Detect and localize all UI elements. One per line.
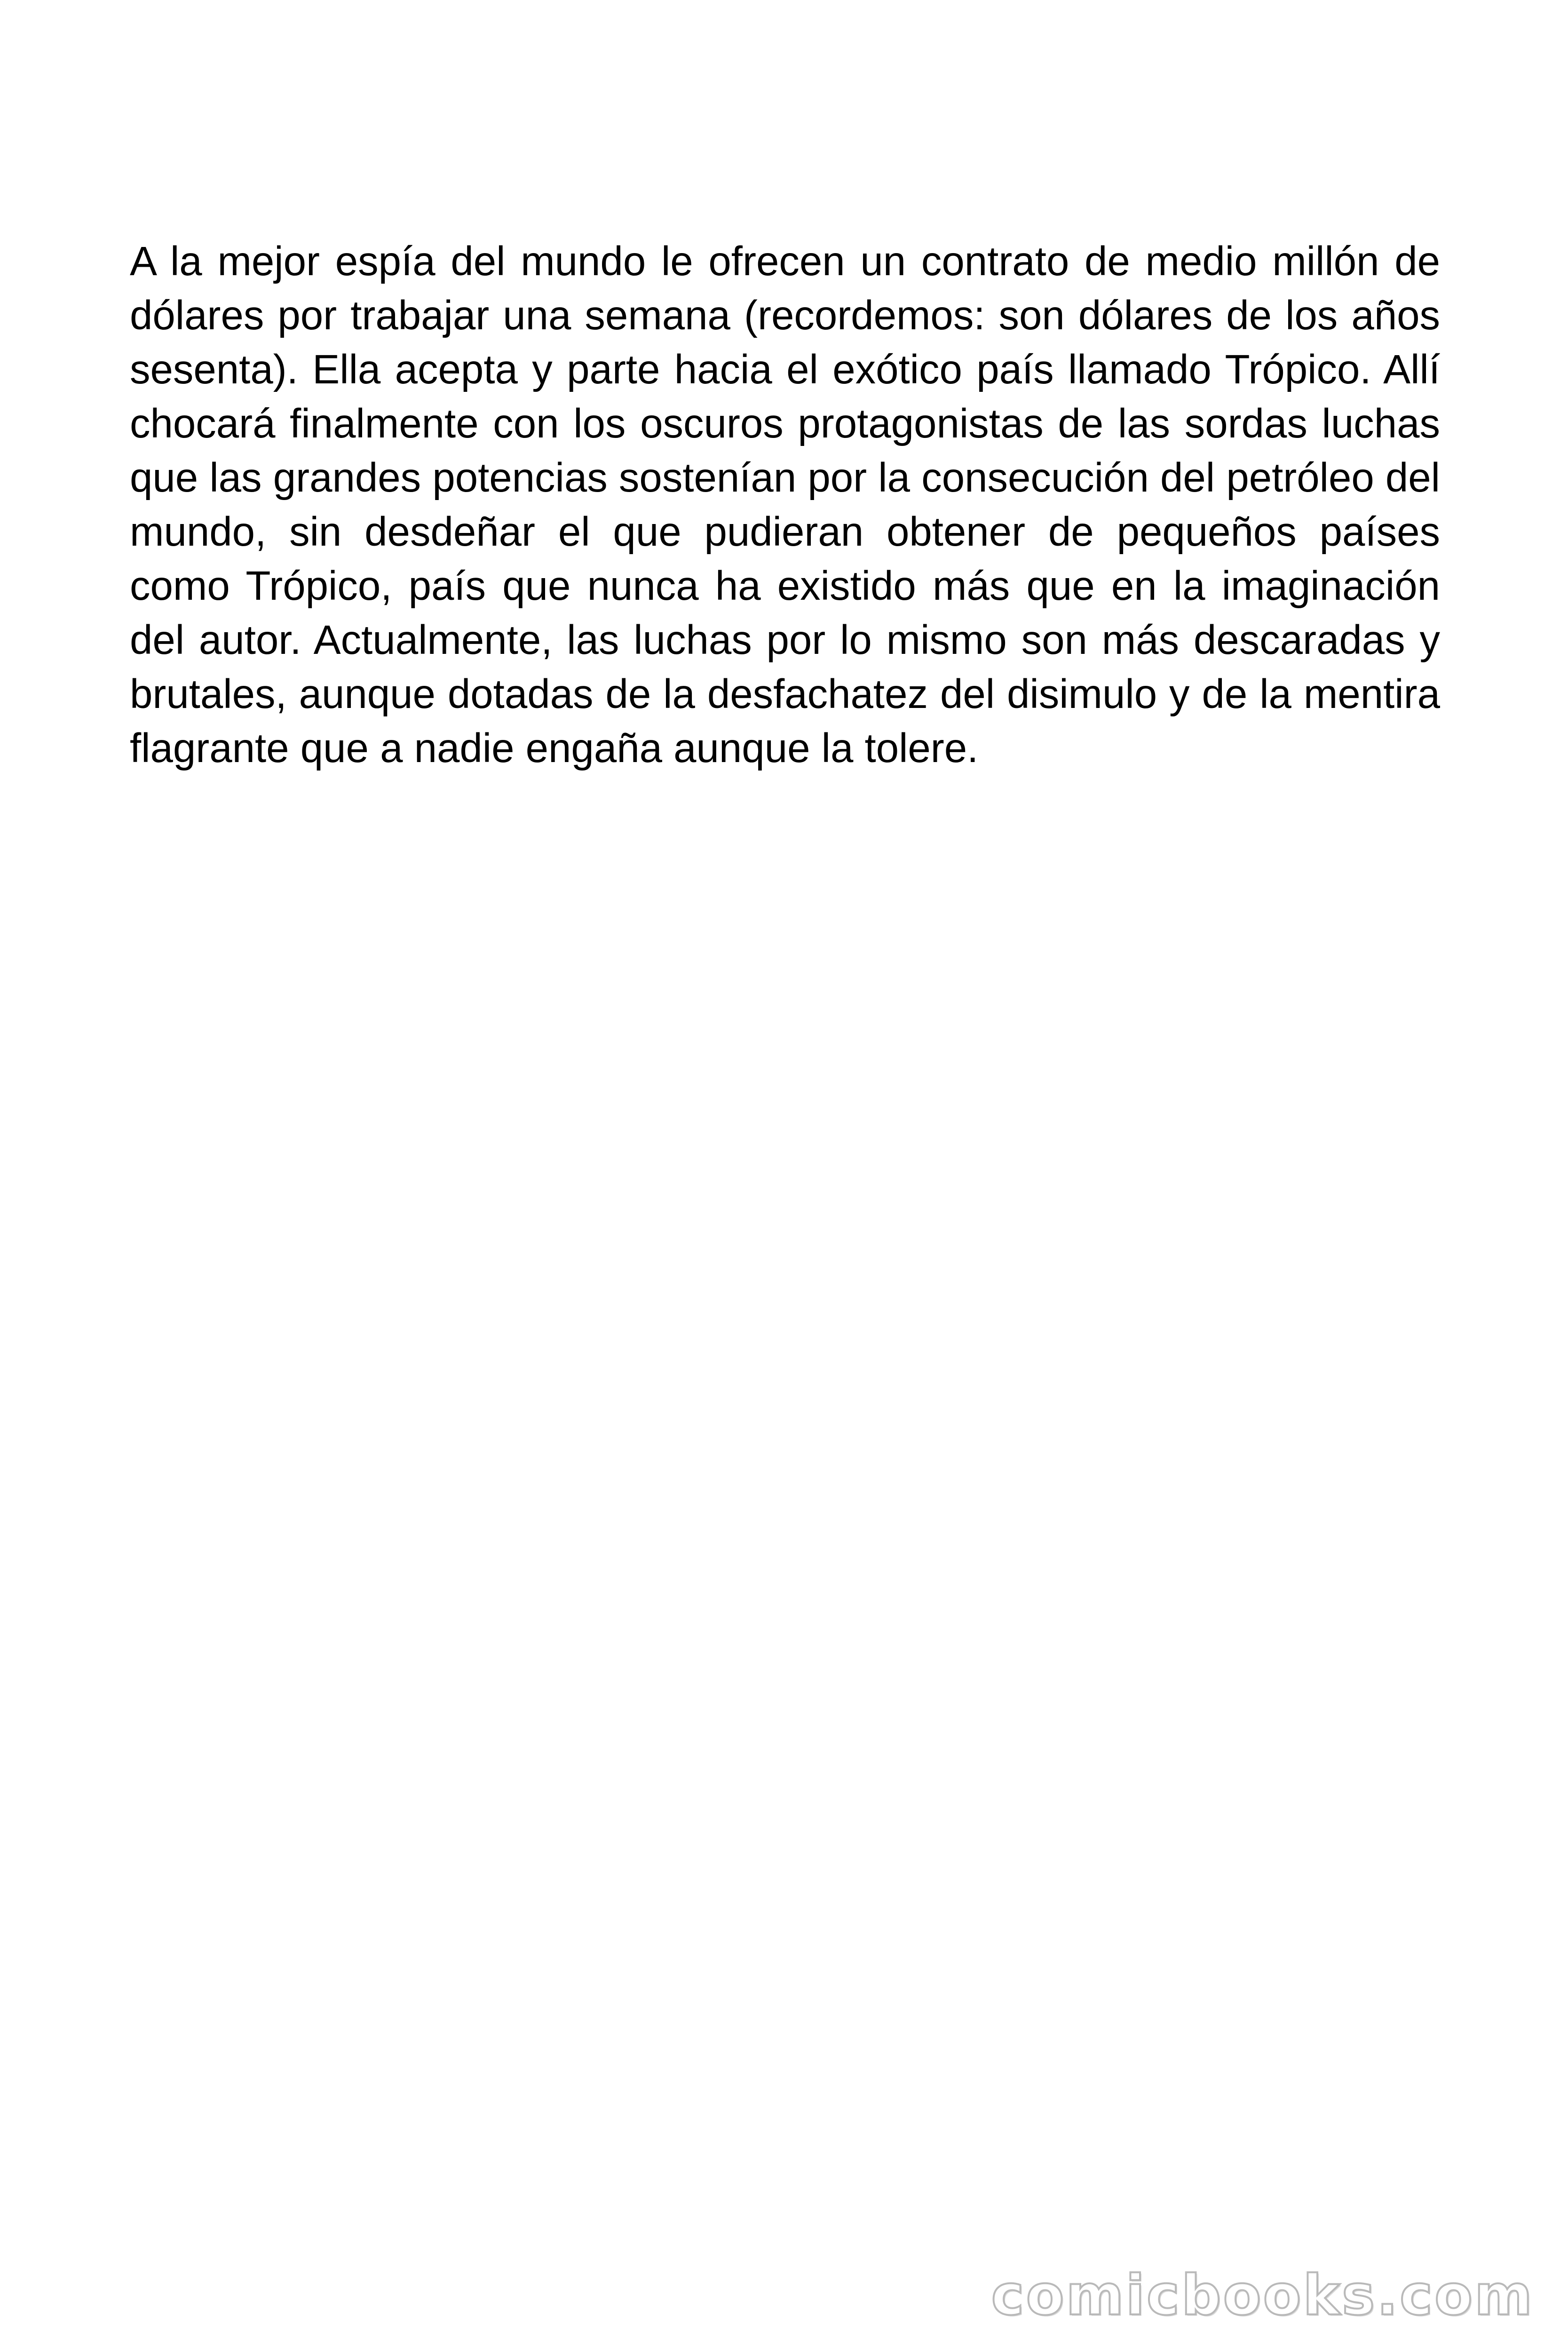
watermark: comicbooks.com xyxy=(991,2263,1534,2328)
synopsis-paragraph: A la mejor espía del mundo le ofrecen un contrato de medio millón de dólares por trabajar una semana (recordemos: son dólares de los años sesenta). Ella acepta y parte hacia el exótico país llamado Trópico. Allí chocará finalmente con los oscuros protagonistas de las sordas luchas que las grandes potencias sostenían por la consecución del petróleo del mundo, sin desdeñar el que pudieran obtener de pequeños países como Trópico, país que nunca ha existido más que en la imaginación del autor. Actualmente, las luchas por lo mismo son más descaradas y brutales, aunque dotadas de la desfachatez del disimulo y de la mentira flagrante que a nadie engaña aunque la tolere. xyxy=(130,238,1440,771)
